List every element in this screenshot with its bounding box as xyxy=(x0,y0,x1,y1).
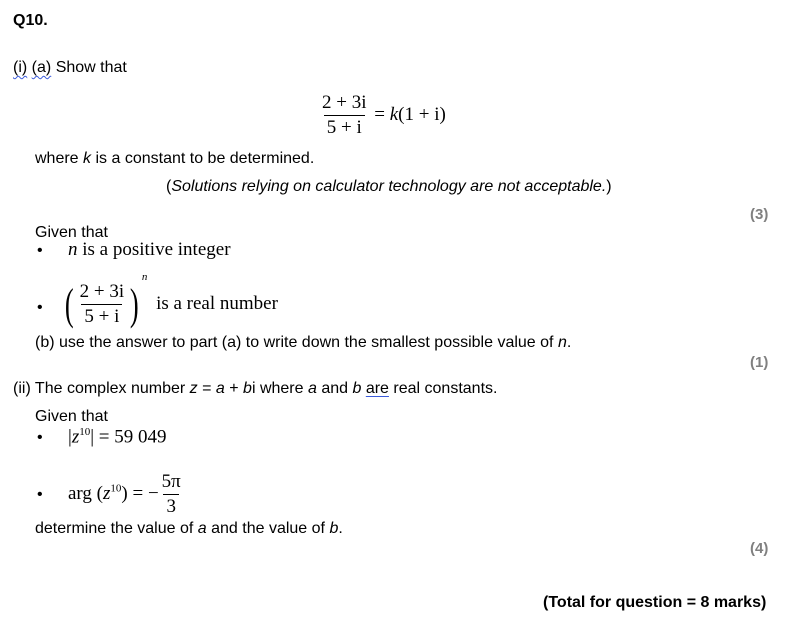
part-b-n: n xyxy=(557,334,567,351)
show-that-text: Show that xyxy=(55,59,127,76)
marks-part-a: (3) xyxy=(750,206,769,223)
determine-b: b xyxy=(329,520,339,537)
equation-k: k xyxy=(389,103,399,125)
where-pre: where xyxy=(35,150,84,167)
mod-close: | xyxy=(90,426,95,448)
part-ii-z: z xyxy=(189,380,198,397)
marks-part-b: (1) xyxy=(750,354,769,371)
bullet-2-text: is a real number xyxy=(156,292,278,314)
equation-rhs: (1 + i) xyxy=(398,103,446,125)
arg-numerator: 5π xyxy=(161,471,181,492)
where-k: k xyxy=(83,150,92,167)
mod-value: = 59 049 xyxy=(94,426,167,448)
bullet-1-rest: is a positive integer xyxy=(77,239,231,260)
part-b-text xyxy=(35,334,571,352)
equation-show xyxy=(319,91,446,140)
given-that-ii: Given that xyxy=(35,408,108,425)
arg-equals: = − xyxy=(127,482,159,504)
part-ii-intro xyxy=(13,380,497,398)
marks-part-ii: (4) xyxy=(750,540,769,557)
note-open: ( xyxy=(166,178,172,195)
mod-exponent: 10 xyxy=(79,426,91,438)
arg-word: arg xyxy=(68,482,92,504)
part-ii-where: where xyxy=(255,380,308,397)
bullet-2: • xyxy=(37,299,43,316)
bullet-2-denominator: 5 + i xyxy=(81,304,122,329)
arg-close: ) xyxy=(121,482,128,504)
bullet-4: • xyxy=(37,486,43,503)
part-ii-i: i xyxy=(251,380,256,397)
given-that-i: Given that xyxy=(35,224,108,241)
part-ii-eq: = xyxy=(197,380,216,397)
modulus-expr xyxy=(68,426,167,448)
bullet-2-fraction xyxy=(77,280,128,329)
part-ii-are: are xyxy=(365,380,389,397)
determine-text xyxy=(35,520,343,538)
equation-fraction xyxy=(319,91,370,140)
where-k-text xyxy=(35,150,314,168)
calculator-note xyxy=(166,178,612,196)
part-i-label: (i) xyxy=(13,59,28,76)
part-ii-a: a xyxy=(215,380,225,397)
part-ii-b2: b xyxy=(352,380,362,397)
part-b-label: (b) xyxy=(35,334,55,351)
bullet-1-text xyxy=(68,239,231,261)
arg-z: z xyxy=(103,482,111,504)
determine-pre: determine the value of xyxy=(35,520,198,537)
determine-end: . xyxy=(338,520,343,537)
mod-open: | xyxy=(68,426,72,448)
part-ii-b: b xyxy=(243,380,252,397)
part-ii-plus: + xyxy=(224,380,244,397)
part-b-body: use the answer to part (a) to write down the smallest possible value of xyxy=(59,334,558,351)
arg-exponent: 10 xyxy=(110,482,122,495)
arg-denominator: 3 xyxy=(163,494,179,519)
part-ii-text1: The complex number xyxy=(34,380,190,397)
where-post: is a constant to be determined. xyxy=(91,150,315,167)
bullet-2-expr xyxy=(62,270,278,329)
argument-expr xyxy=(68,470,184,519)
mod-z: z xyxy=(71,426,80,448)
bullet-3: • xyxy=(37,429,43,446)
bullet-2-close-paren: ) xyxy=(130,279,139,329)
part-ii-a2: a xyxy=(307,380,317,397)
part-a-label: (a) xyxy=(31,59,52,76)
note-text: Solutions relying on calculator technology are not acceptable. xyxy=(171,178,607,195)
note-close: ) xyxy=(606,178,612,195)
part-ii-label: (ii) xyxy=(13,380,31,397)
determine-mid: and the value of xyxy=(206,520,330,537)
arg-open: ( xyxy=(91,482,103,504)
equation-numerator: 2 + 3i xyxy=(322,92,367,113)
bullet-2-numerator: 2 + 3i xyxy=(79,281,125,302)
part-ii-and: and xyxy=(316,380,353,397)
arg-fraction xyxy=(159,470,184,519)
part-ii-text-end: real constants. xyxy=(388,380,498,397)
bullet-1: • xyxy=(37,242,43,259)
part-b-end: . xyxy=(566,334,572,351)
bullet-1-n: n xyxy=(68,239,78,260)
bullet-2-open-paren: ( xyxy=(64,279,74,329)
bullet-2-exponent: n xyxy=(141,270,148,283)
total-marks: (Total for question = 8 marks) xyxy=(543,594,767,611)
determine-a: a xyxy=(197,520,207,537)
question-label: Q10. xyxy=(13,12,48,29)
part-i-intro xyxy=(13,59,127,77)
equation-denominator: 5 + i xyxy=(324,115,365,140)
equation-equals: = xyxy=(374,103,385,125)
